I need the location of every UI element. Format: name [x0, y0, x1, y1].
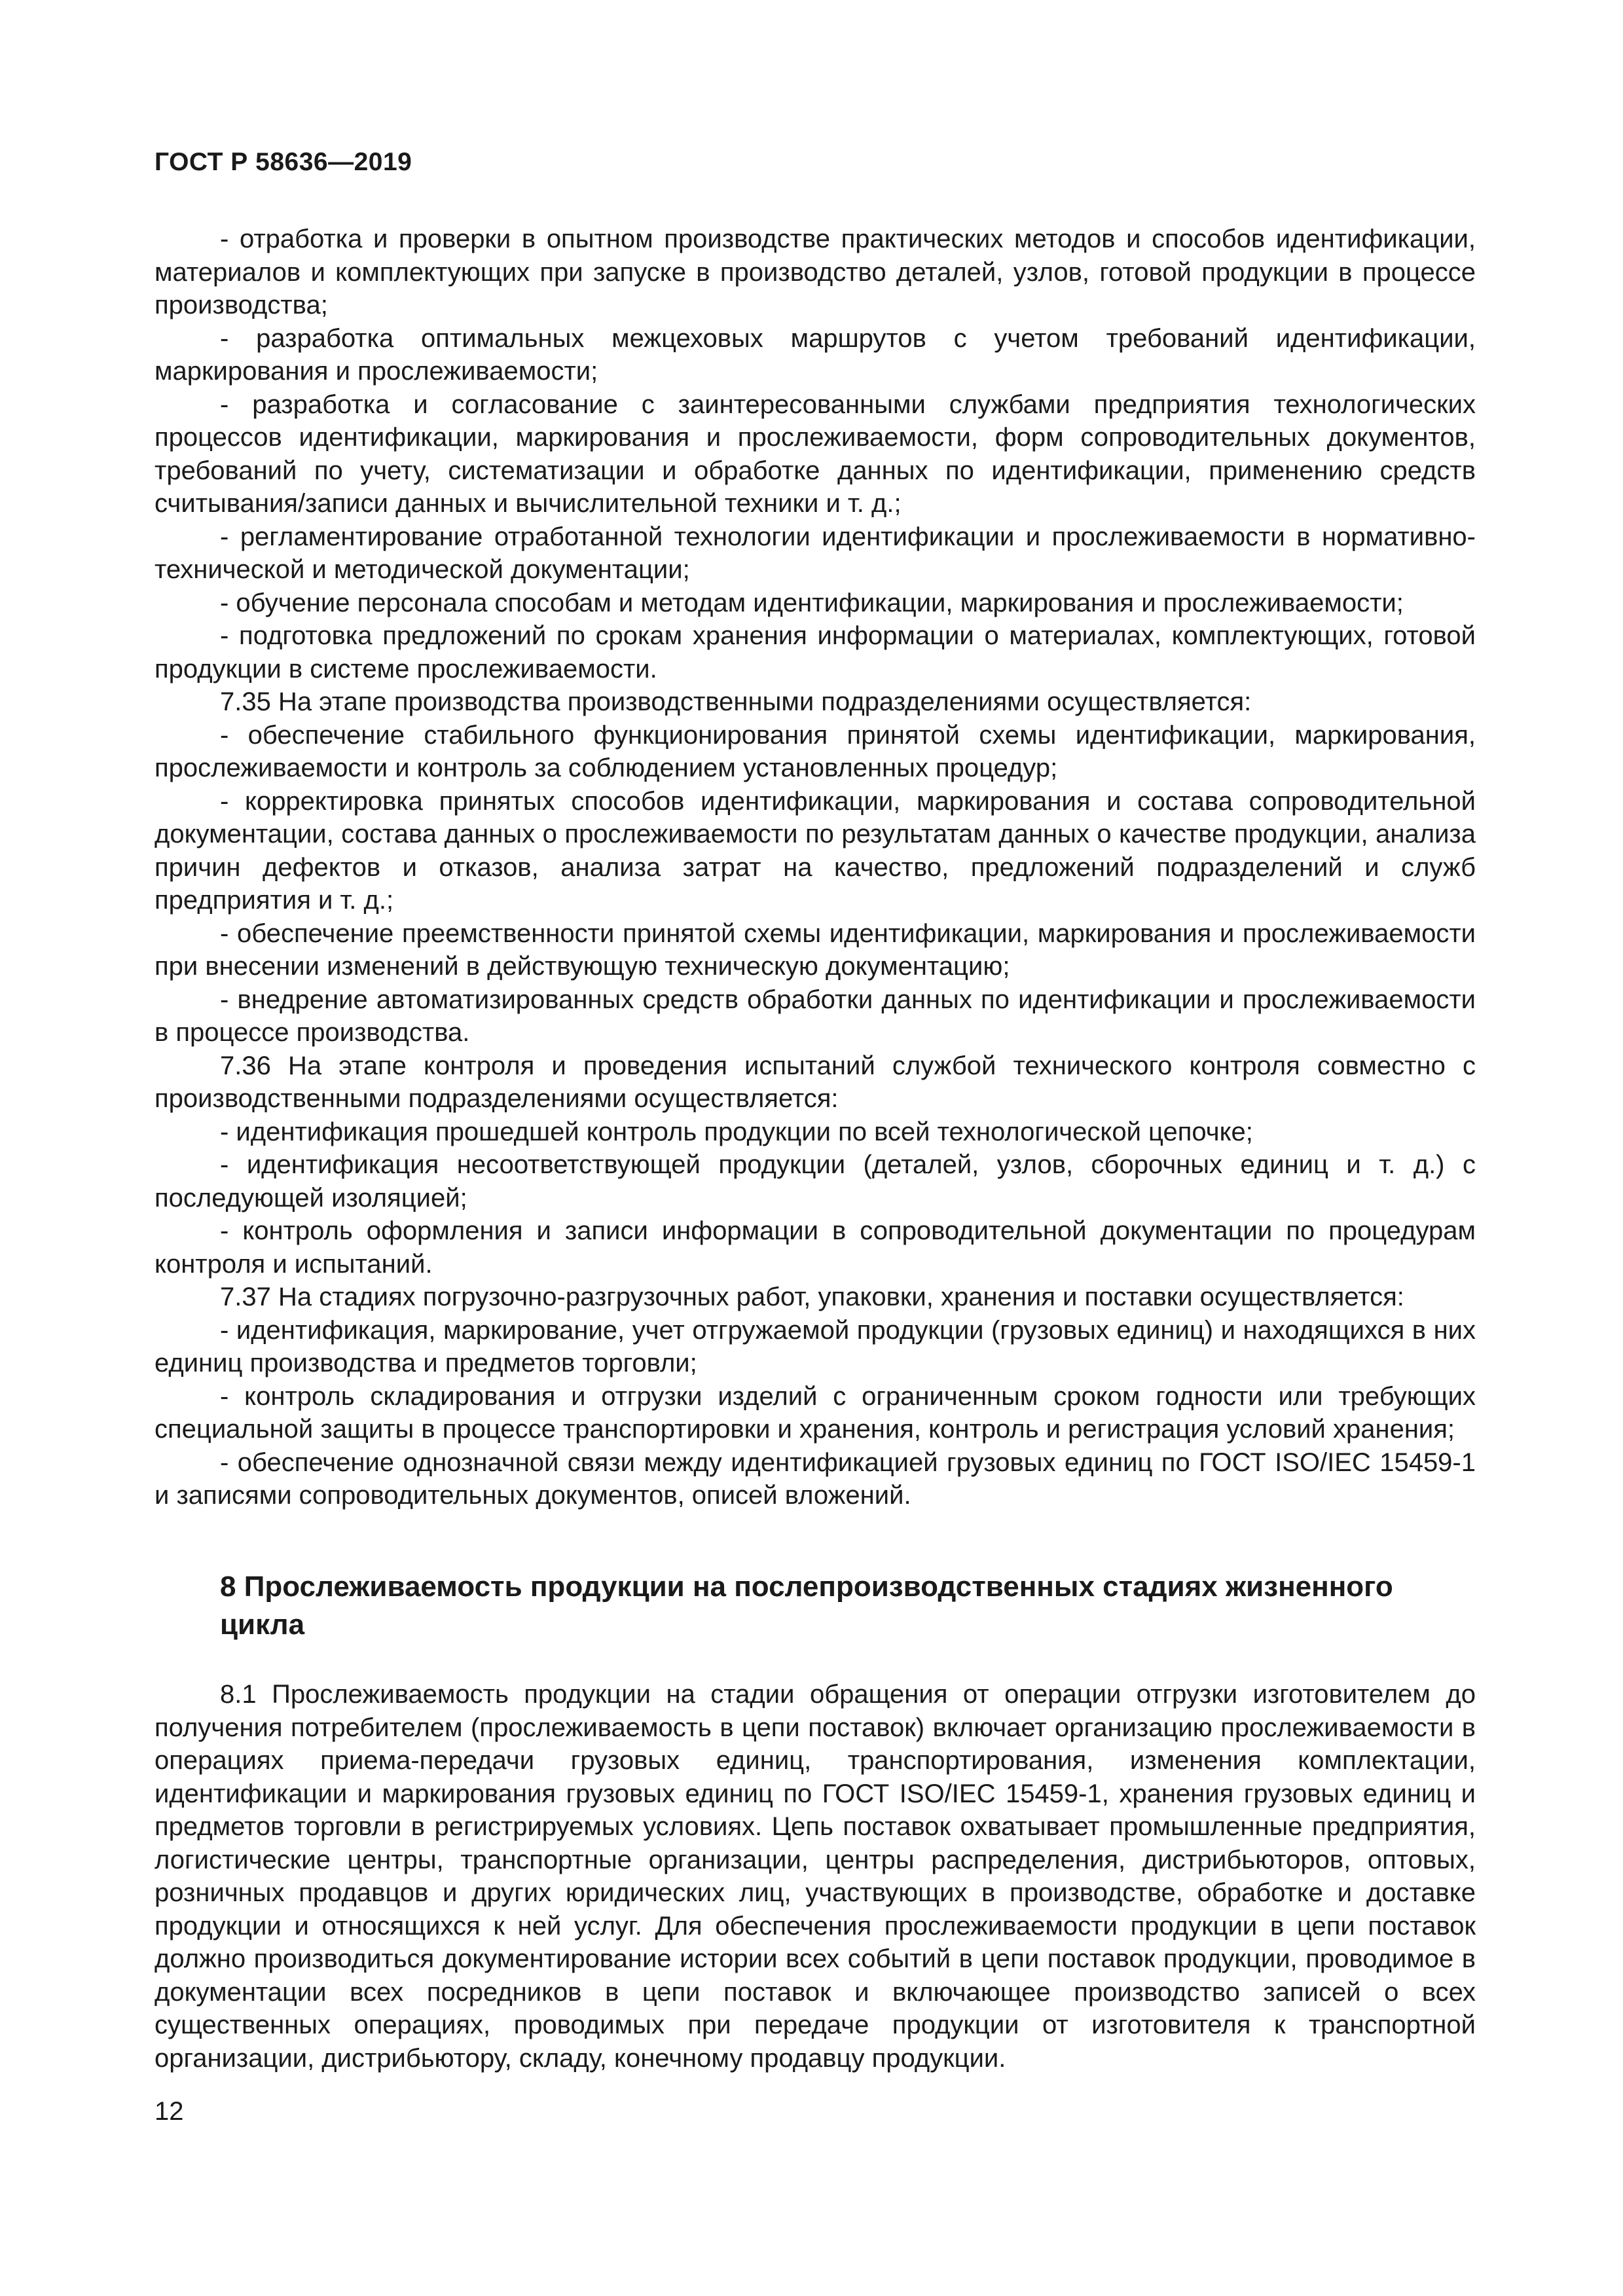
- page-number: 12: [155, 2097, 184, 2126]
- paragraph: - обеспечение стабильного функционирования принятой схемы идентификации, маркирования, прослеживаемости и контроль за соблюдением установленных процедур;: [155, 720, 1476, 782]
- paragraph: - внедрение автоматизированных средств обработки данных по идентификации и прослеживаемости в процессе производства.: [155, 985, 1476, 1047]
- paragraph: - контроль складирования и отгрузки изделий с ограниченным сроком годности или требующих специальной защиты в процессе транспортировки и хранения, контроль и регистрация условий хранения;: [155, 1381, 1476, 1444]
- paragraph: - идентификация, маркирование, учет отгружаемой продукции (грузовых единиц) и находящихся в них единиц производства и предметов торговли;: [155, 1315, 1476, 1377]
- paragraph: - обеспечение преемственности принятой схемы идентификации, маркирования и прослеживаемости при внесении изменений в действующую техническую документацию;: [155, 919, 1476, 981]
- section-body-text: [155, 1678, 1476, 2075]
- paragraph: - подготовка предложений по срокам хранения информации о материалах, комплектующих, готовой продукции в системе прослеживаемости.: [155, 621, 1476, 683]
- document-header: ГОСТ Р 58636—2019: [155, 148, 412, 176]
- paragraph: - корректировка принятых способов идентификации, маркирования и состава сопроводительной документации, состава данных о прослеживаемости по результатам данных о качестве продукции, анализа причин дефектов и отказов, анализа затрат на качество, предложений подразделений и служб предприятия и т. д.;: [155, 786, 1476, 915]
- paragraph: - идентификация несоответствующей продукции (деталей, узлов, сборочных единиц и т. д.) с последующей изоляцией;: [155, 1150, 1476, 1212]
- body-text: [155, 223, 1476, 1512]
- paragraph: - разработка и согласование с заинтересованными службами предприятия технологических процессов идентификации, маркирования и прослеживаемости, форм сопроводительных документов, требований по учету, систематизации и обработке данных по идентификации, применению средств считывания/записи данных и вычислительной техники и т. д.;: [155, 390, 1476, 518]
- paragraph: - разработка оптимальных межцеховых маршрутов с учетом требований идентификации, маркирования и прослеживаемости;: [155, 323, 1476, 386]
- paragraph: - обучение персонала способам и методам идентификации, маркирования и прослеживаемости;: [220, 588, 1404, 617]
- paragraph: - контроль оформления и записи информации в сопроводительной документации по процедурам контроля и испытаний.: [155, 1216, 1476, 1279]
- paragraph: - регламентирование отработанной технологии идентификации и прослеживаемости в нормативно-технической и методической документации;: [155, 522, 1476, 584]
- section-heading: 8 Прослеживаемость продукции на послепроизводственных стадиях жизненного цикла: [220, 1571, 1393, 1641]
- clause-7-35: 7.35 На этапе производства производственными подразделениями осуществляется:: [220, 687, 1252, 716]
- clause-7-37: 7.37 На стадиях погрузочно-разгрузочных работ, упаковки, хранения и поставки осуществляется:: [220, 1283, 1404, 1311]
- clause-8-1: 8.1 Прослеживаемость продукции на стадии обращения от операции отгрузки изготовителем до получения потребителем (прослеживаемость в цепи поставок) включает организацию прослеживаемости в операциях приема-передачи грузовых единиц, транспортирования, изменения комплектации, идентификации и маркирования грузовых единиц по ГОСТ ISO/IEC 15459-1, хранения грузовых единиц и предметов торговли в регистрируемых условиях. Цепь поставок охватывает промышленные предприятия, логистические центры, транспортные организации, центры распределения, дистрибьюторов, оптовых, розничных продавцов и других юридических лиц, участвующих в производстве, обработке и доставке продукции и относящихся к ней услуг. Для обеспечения прослеживаемости продукции в цепи поставок должно производиться документирование истории всех событий в цепи поставок продукции, проводимое в документации всех посредников в цепи поставок и включающее производство записей о всех существенных операциях, проводимых при передаче продукции от изготовителя к транспортной организации, дистрибьютору, складу, конечному продавцу продукции.: [155, 1680, 1476, 2073]
- paragraph: - обеспечение однозначной связи между идентификацией грузовых единиц по ГОСТ ISO/IEC 15459-1 и записями сопроводительных документов, описей вложений.: [155, 1448, 1476, 1510]
- clause-7-36: 7.36 На этапе контроля и проведения испытаний службой технического контроля совместно с производственными подразделениями осуществляется:: [155, 1051, 1476, 1113]
- paragraph: - идентификация прошедшей контроль продукции по всей технологической цепочке;: [220, 1117, 1253, 1146]
- paragraph: - отработка и проверки в опытном производстве практических методов и способов идентификации, материалов и комплектующих при запуске в производство деталей, узлов, готовой продукции в процессе производства;: [155, 225, 1476, 319]
